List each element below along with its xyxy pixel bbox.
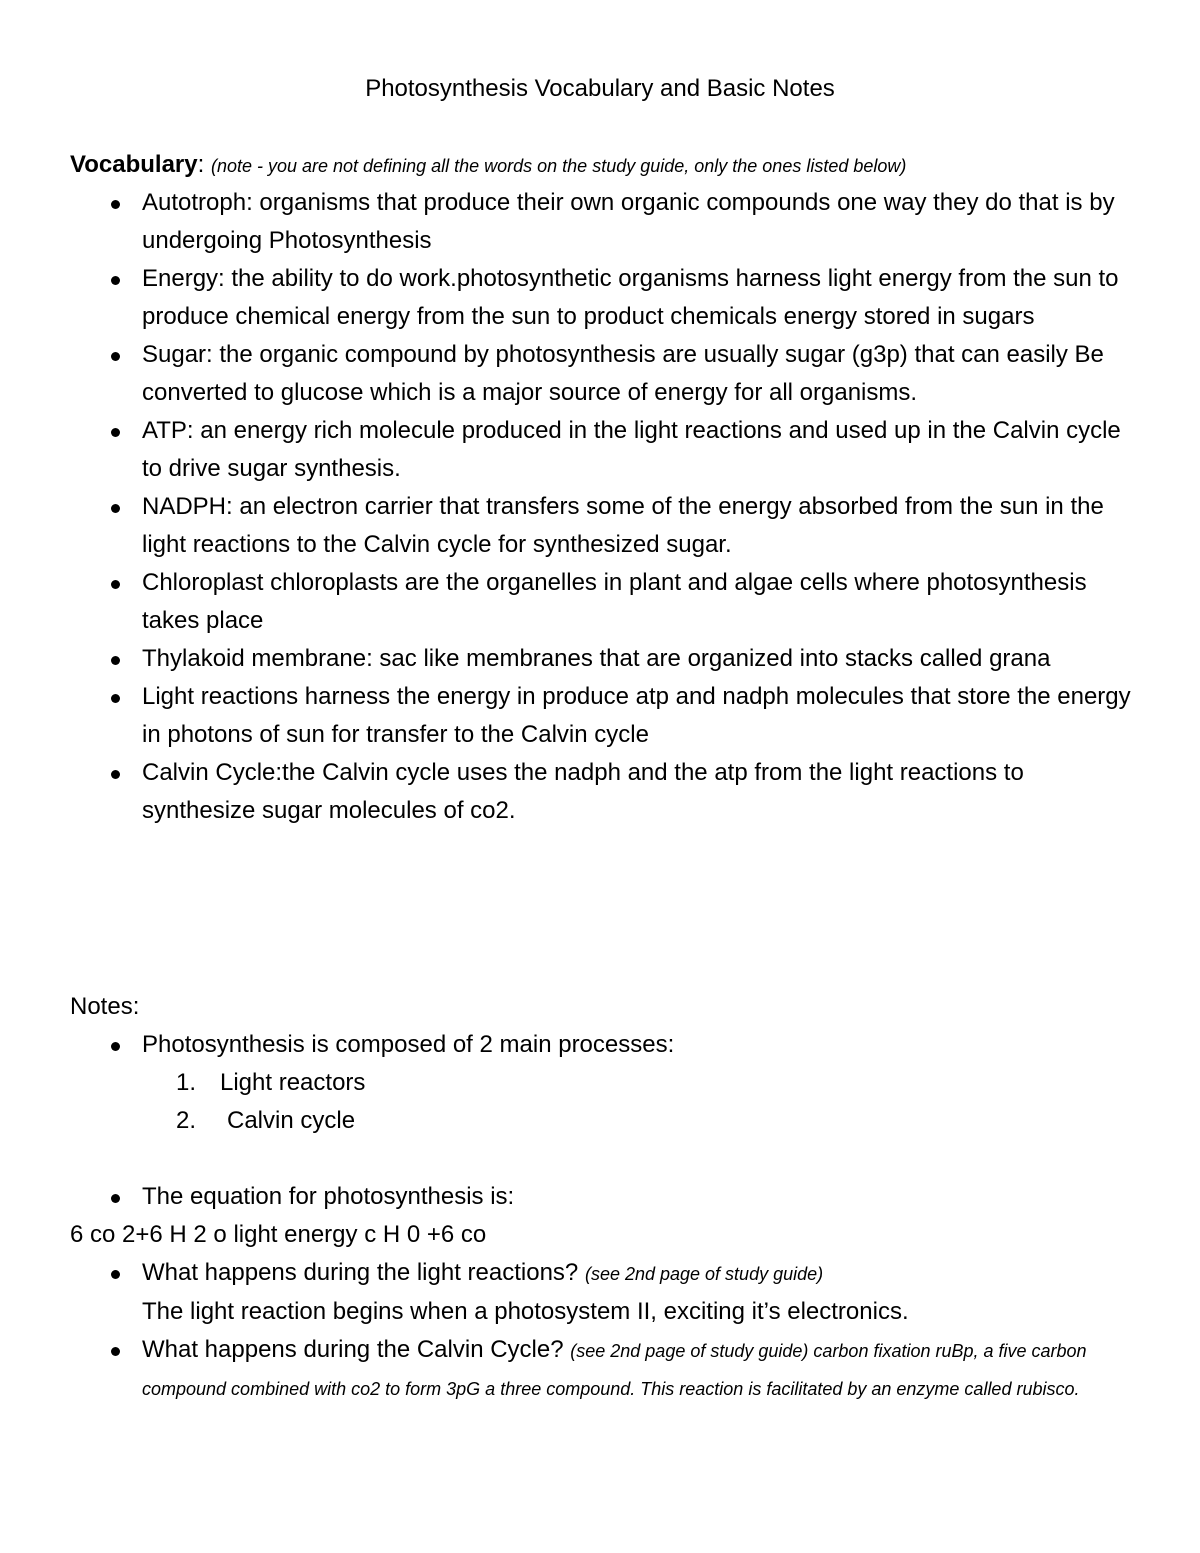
vocabulary-list <box>0 184 1200 830</box>
bullet-icon <box>111 694 120 703</box>
notes-processes-intro-text: Photosynthesis is composed of 2 main processes: <box>142 1031 675 1058</box>
process-number: 1. <box>176 1069 197 1096</box>
bullet-icon <box>111 1347 120 1356</box>
light-question-answer: The light reaction begins when a photosystem II, exciting it’s electronics. <box>142 1298 909 1325</box>
calvin-question-note: (see 2nd page of study guide) carbon fixation ruBp, a five carbon compound combined with co2 to form 3pG a three compound. This reaction is facilitated by an enzyme called rubisco. <box>142 1341 1087 1399</box>
vocabulary-item-text: Thylakoid membrane: sac like membranes that are organized into stacks called grana <box>142 645 1051 672</box>
bullet-icon <box>111 580 120 589</box>
bullet-icon <box>111 1270 120 1279</box>
vocabulary-item-energy <box>0 260 1200 336</box>
bullet-icon <box>111 1194 120 1203</box>
vocabulary-item-thylakoid <box>0 640 1200 678</box>
bullet-icon <box>111 428 120 437</box>
notes-processes-intro <box>0 1026 1200 1064</box>
notes-questions-list <box>0 1254 1200 1407</box>
vocabulary-item-calvin-cycle <box>0 754 1200 830</box>
vocabulary-item-sugar <box>0 336 1200 412</box>
bullet-icon <box>111 504 120 513</box>
vocabulary-item-text: ATP: an energy rich molecule produced in the light reactions and used up in the Calvin cycle to drive sugar synthesis. <box>142 417 1121 482</box>
light-question-text: What happens during the light reactions? <box>142 1259 579 1286</box>
bullet-icon <box>111 1042 120 1051</box>
vocabulary-item-autotroph <box>0 184 1200 260</box>
process-number: 2. <box>176 1107 197 1134</box>
bullet-icon <box>111 200 120 209</box>
vocabulary-heading-label: Vocabulary <box>70 151 198 178</box>
bullet-icon <box>111 276 120 285</box>
bullet-icon <box>111 770 120 779</box>
vocabulary-item-text: Sugar: the organic compound by photosynthesis are usually sugar (g3p) that can easily Be converted to glucose which is a major source of energy for all organisms. <box>142 341 1104 406</box>
vocabulary-item-nadph <box>0 488 1200 564</box>
vocabulary-item-chloroplast <box>0 564 1200 640</box>
notes-calvin-cycle-question <box>0 1331 1200 1407</box>
process-label: Calvin cycle <box>227 1107 356 1134</box>
photosynthesis-equation: 6 co 2+6 H 2 o light energy c H 0 +6 co <box>70 1221 487 1248</box>
process-item-light-reactors <box>0 1064 1200 1102</box>
notes-equation-intro <box>0 1178 1200 1216</box>
notes-heading: Notes: <box>70 993 140 1020</box>
vocabulary-heading-colon: : <box>197 151 205 178</box>
process-item-calvin-cycle <box>0 1102 1200 1140</box>
document-title: Photosynthesis Vocabulary and Basic Notes <box>365 75 835 102</box>
vocabulary-heading <box>70 148 906 183</box>
vocabulary-item-light-reactions <box>0 678 1200 754</box>
vocabulary-item-text: Light reactions harness the energy in produce atp and nadph molecules that store the energy in photons of sun for transfer to the Calvin cycle <box>142 683 1131 748</box>
light-question-note: (see 2nd page of study guide) <box>584 1264 824 1284</box>
vocabulary-item-text: Calvin Cycle:the Calvin cycle uses the nadph and the atp from the light reactions to synthesize sugar molecules of co2. <box>142 759 1024 824</box>
process-label: Light reactors <box>220 1069 366 1096</box>
vocabulary-item-text: Autotroph: organisms that produce their own organic compounds one way they do that is by undergoing Photosynthesis <box>142 189 1115 254</box>
notes-processes-list <box>0 1026 1200 1064</box>
vocabulary-item-text: Chloroplast chloroplasts are the organelles in plant and algae cells where photosynthesis takes place <box>142 569 1087 634</box>
notes-light-reactions-question <box>0 1254 1200 1331</box>
bullet-icon <box>111 656 120 665</box>
notes-equation-list <box>0 1178 1200 1216</box>
notes-equation-intro-text: The equation for photosynthesis is: <box>142 1183 515 1210</box>
vocabulary-item-atp <box>0 412 1200 488</box>
calvin-question-text: What happens during the Calvin Cycle? <box>142 1336 564 1363</box>
vocabulary-item-text: Energy: the ability to do work.photosynthetic organisms harness light energy from the sun to produce chemical energy from the sun to product chemicals energy stored in sugars <box>142 265 1119 330</box>
bullet-icon <box>111 352 120 361</box>
vocabulary-item-text: NADPH: an electron carrier that transfers some of the energy absorbed from the sun in the light reactions to the Calvin cycle for synthesized sugar. <box>142 493 1104 558</box>
processes-numbered-list <box>0 1064 1200 1140</box>
vocabulary-note: (note - you are not defining all the words on the study guide, only the ones listed below) <box>210 156 907 176</box>
